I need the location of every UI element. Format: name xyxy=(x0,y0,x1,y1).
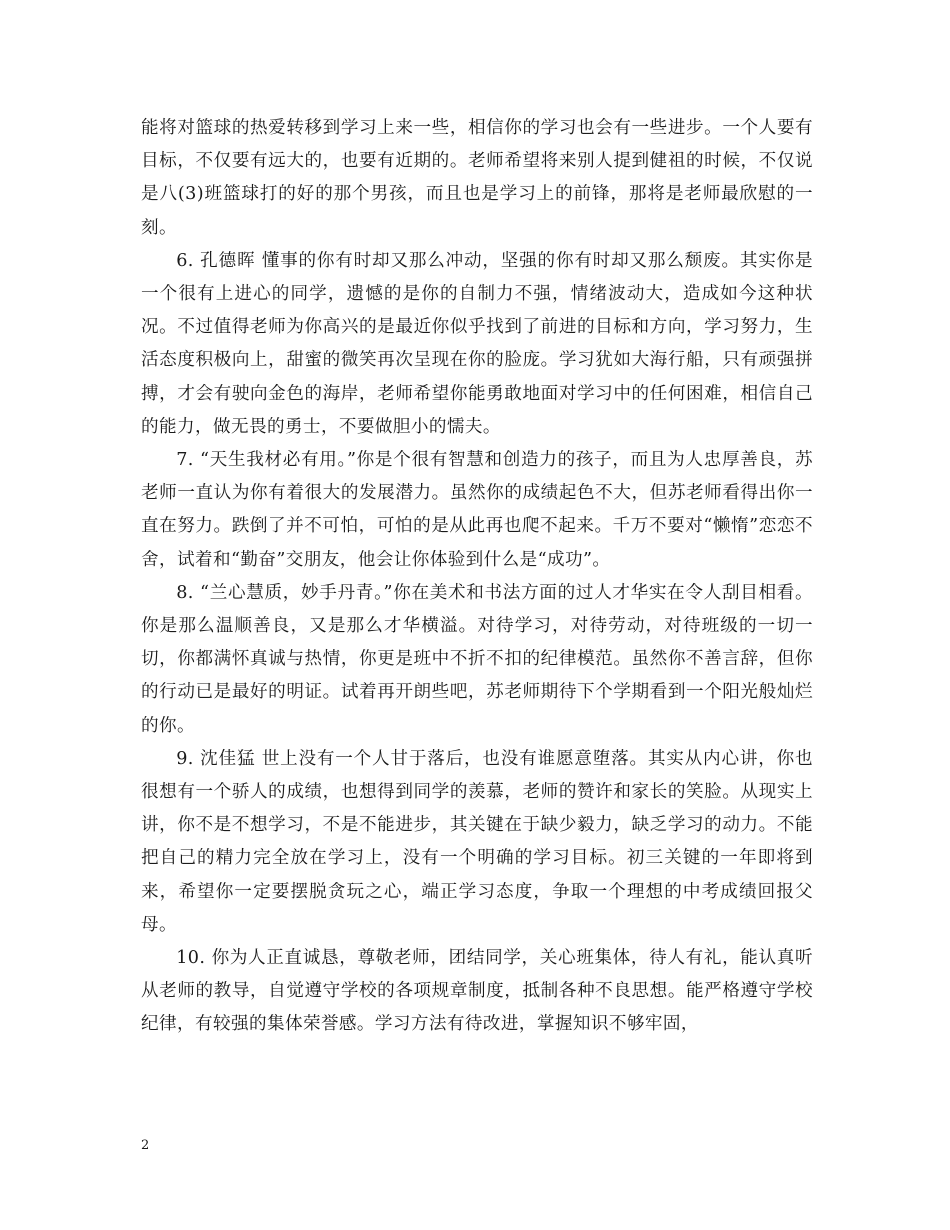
paragraph-comment-8: 8. “兰心慧质，妙手丹青。”你在美术和书法方面的过人才华实在令人刮目相看。你是那么温顺善良，又是那么才华横溢。对待学习，对待劳动，对待班级的一切一切，你都满怀真诚与热情，你更是班中不折不扣的纪律模范。虽然你不善言辞，但你的行动已是最好的明证。试着再开朗些吧，苏老师期待下个学期看到一个阳光般灿烂的你。 xyxy=(141,582,813,736)
paragraph-continuation: 能将对篮球的热爱转移到学习上来一些，相信你的学习也会有一些进步。一个人要有目标，不仅要有远大的，也要有近期的。老师希望将来别人提到健祖的时候，不仅说是八(3)班篮球打的好的那个男孩，而且也是学习上的前锋，那将是老师最欣慰的一刻。 xyxy=(141,118,813,238)
document-body xyxy=(141,112,813,1042)
paragraph-comment-10: 10. 你为人正直诚恳，尊敬老师，团结同学，关心班集体，待人有礼，能认真听从老师的教导，自觉遵守学校的各项规章制度，抵制各种不良思想。能严格遵守学校纪律，有较强的集体荣誉感。学习方法有待改进，掌握知识不够牢固， xyxy=(141,948,813,1035)
paragraph-comment-7: 7. “天生我材必有用。”你是个很有智慧和创造力的孩子，而且为人忠厚善良，苏老师一直认为你有着很大的发展潜力。虽然你的成绩起色不大，但苏老师看得出你一直在努力。跌倒了并不可怕，可怕的是从此再也爬不起来。千万不要对“懒惰”恋恋不舍，试着和“勤奋”交朋友，他会让你体验到什么是“成功”。 xyxy=(141,450,813,570)
paragraph-comment-6: 6. 孔德晖 懂事的你有时却又那么冲动，坚强的你有时却又那么颓废。其实你是一个很有上进心的同学，遗憾的是你的自制力不强，情绪波动大，造成如今这种状况。不过值得老师为你高兴的是最近你似乎找到了前进的目标和方向，学习努力，生活态度积极向上，甜蜜的微笑再次呈现在你的脸庞。学习犹如大海行船，只有顽强拼搏，才会有驶向金色的海岸，老师希望你能勇敢地面对学习中的任何困难，相信自己的能力，做无畏的勇士，不要做胆小的懦夫。 xyxy=(141,250,813,437)
page-number: 2 xyxy=(141,1138,150,1153)
paragraph-comment-9: 9. 沈佳猛 世上没有一个人甘于落后，也没有谁愿意堕落。其实从内心讲，你也很想有一个骄人的成绩，也想得到同学的羡慕，老师的赞许和家长的笑脸。从现实上讲，你不是不想学习，不是不能进步，其关键在于缺少毅力，缺乏学习的动力。不能把自己的精力完全放在学习上，没有一个明确的学习目标。初三关键的一年即将到来，希望你一定要摆脱贪玩之心，端正学习态度，争取一个理想的中考成绩回报父母。 xyxy=(141,748,813,935)
